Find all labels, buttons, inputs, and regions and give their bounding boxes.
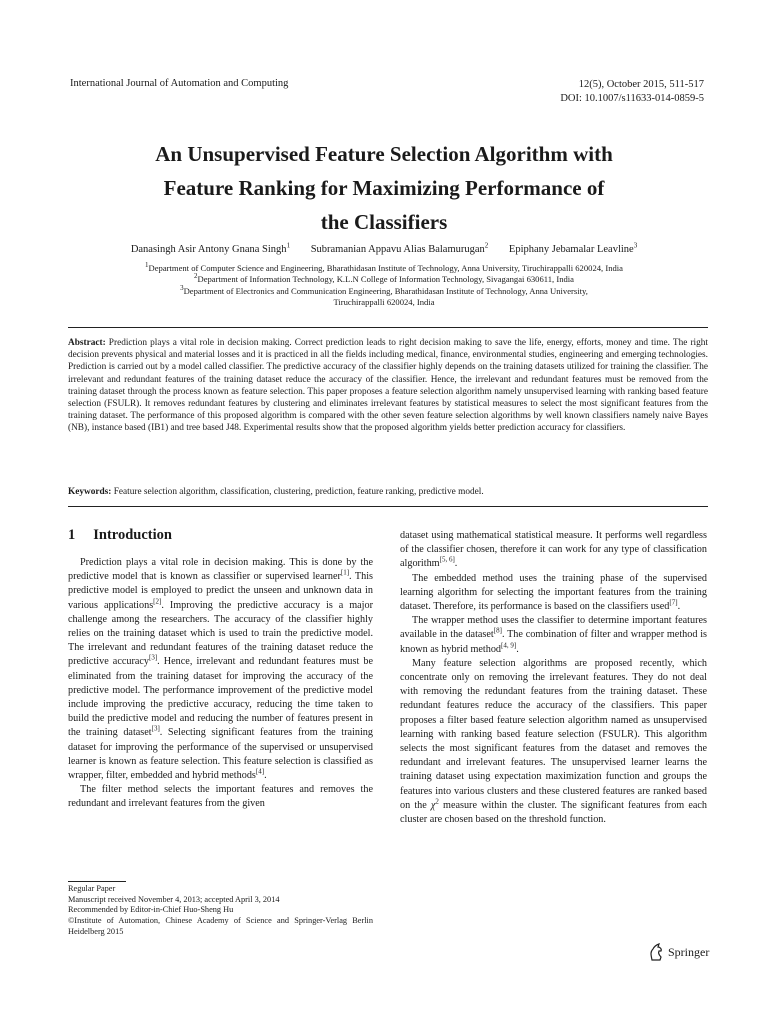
author-2-mark: 2 [484,241,489,250]
citation: [4] [255,767,265,776]
title-line-1: An Unsupervised Feature Selection Algorithm with [155,142,613,166]
affiliation-2 [60,274,708,285]
citation: [8] [493,627,502,636]
footnote-paper-type: Regular Paper [68,884,116,893]
affiliation-2-text: Department of Information Technology, K.L.N College of Information Technology, Sivagangai 630611, India [197,274,574,285]
affiliation-1-mark: 1 [145,261,149,270]
abstract-label: Abstract: [68,338,106,348]
author-3-name: Epiphany Jebamalar Leavline [508,244,634,255]
affiliation-2-mark: 2 [193,272,198,281]
footnote-dates: Manuscript received November 4, 2013; accepted April 3, 2014 [68,894,280,904]
author-1-name: Danasingh Asir Antony Gnana Singh [130,244,287,255]
keywords [68,487,708,497]
issue-volume: 12(5), October 2015, 511-517 [578,79,704,90]
section-number: 1 [68,527,76,543]
citation: [2] [153,597,162,606]
affiliation-3-mark: 3 [180,283,184,292]
section-title: Introduction [93,527,172,543]
citation: [4, 9] [501,641,517,650]
author-3-mark: 3 [633,241,638,250]
affiliation-3-text: Department of Electronics and Communication Engineering, Bharathidasan Institute of Technology, Anna University, [183,285,588,296]
springer-logo [648,943,709,961]
footnote-rule [68,881,126,882]
footnote [68,884,373,938]
issue-info [560,78,704,106]
author-2-name: Subramanian Appavu Alias Balamurugan [310,244,485,255]
intro-paragraph-2: The filter method selects the important features and removes the redundant and irrelevant features from the given [68,784,373,810]
title-line-3: the Classifiers [320,210,448,234]
affiliation-1-text: Department of Computer Science and Engineering, Bharathidasan Institute of Technology, Anna University, Tiruchirappalli 620024, India [148,263,623,273]
abstract-top-rule [68,327,708,328]
journal-name: International Journal of Automation and Computing [70,78,289,89]
abstract [68,337,708,435]
footnote-copyright: ©Institute of Automation, Chinese Academy of Science and Springer-Verlag Berlin Heidelberg 2015 [68,916,373,936]
affiliation-3 [60,283,708,297]
footnote-editor: Recommended by Editor-in-Chief Huo-Sheng Hu [68,905,234,915]
author-1-mark: 1 [286,241,291,250]
title-line-2: Feature Ranking for Maximizing Performance of [163,176,605,200]
affiliation-1 [60,263,708,274]
springer-wordmark: Springer [668,944,710,959]
doi: DOI: 10.1007/s11633-014-0859-5 [560,93,704,104]
chi-symbol: χ [430,799,436,811]
left-column [68,556,373,812]
citation: [3] [149,654,158,663]
intro-paragraph-3: The embedded method uses the training phase of the supervised learning algorithm for selecting the important features from the training dataset. Therefore, its performance is based on the classifiers used[7]. [400,572,707,613]
intro-paragraph-2-cont: dataset using mathematical statistical measure. It performs well regardless of the classifier chosen, therefore it can work for any type of classification algorithm[5, 6]. [400,530,707,570]
paper-title [60,137,708,239]
author-list [40,241,728,255]
citation: [7] [669,598,678,607]
citation: [3] [151,725,160,734]
citation: [1] [340,568,350,577]
chi-exponent: 2 [435,797,439,806]
keywords-text: Feature selection algorithm, classification, clustering, prediction, feature ranking, predictive model. [113,487,484,497]
author-1 [130,241,291,255]
springer-horse-icon [648,943,664,961]
intro-paragraph-1: Prediction plays a vital role in decision making. This is done by the predictive model that is known as classifier or supervised learner[1]. This predictive model is employed to predict the unseen and unknown data in various applications[2]. Improving the predictive accuracy is a major challenge among the researchers. The accuracy of the classifier highly relies on the training dataset which is used to train the predictive model. The irrelevant and redundant features of the training dataset reduce the predictive accuracy[3]. Hence, irrelevant and redundant features must be eliminated from the training dataset for improving the accuracy of the predictive model. The performance improvement of the predictive model include improving the predictive accuracy, reducing the time taken to build the predictive model and reducing the number of features present in the training dataset[3]. Selecting significant features from the training dataset for improving the performance of the supervised or unsupervised learner is known as feature selection. This feature selection is classified as wrapper, filter, embedded and hybrid methods[4]. [68,557,374,782]
affiliation-3-city: Tiruchirappalli 620024, India [333,296,435,307]
affiliations [60,263,708,308]
abstract-bottom-rule [68,506,708,507]
citation: [5, 6] [439,556,455,565]
keywords-label: Keywords: [68,487,112,497]
abstract-text: Prediction plays a vital role in decision making. Correct prediction leads to right decision making to save the life, energy, efforts, money and time. The right decision prevents physical and material losses and it is practiced in all the fields including medical, finance, environmental studies, engineering and emerging technologies. Prediction is carried out by a model called classifier. The predictive accuracy of the classifier highly depends on the training datasets utilized for training the classifier. The irrelevant and redundant features of the training dataset reduce the accuracy of the classifier. Hence, the irrelevant and redundant features must be removed from the training dataset through the process known as feature selection. This paper proposes a feature selection algorithm namely unsupervised learning with ranking based feature selection (FSULR). It removes redundant features by clustering and eliminates irrelevant features by statistical measures to select the most significant features from the training dataset. The performance of this proposed algorithm is compared with the other seven feature selection algorithms by well known classifiers namely naive Bayes (NB), instance based (IB1) and tree based J48. Experimental results show that the proposed algorithm yields better prediction accuracy for classifiers. [68,338,709,434]
right-column [400,529,707,827]
intro-paragraph-5: Many feature selection algorithms are proposed recently, which concentrate only on removing the irrelevant features. They do not deal with removing the redundant features from the training dataset. These redundant features reduce the accuracy of the classifiers. This paper proposes a filter based feature selection algorithm named as unsupervised learning with ranking based feature selection (FSULR). This algorithm selects the most significant features from the dataset and removes the redundant and irrelevant features. The unsupervised learner learns the training dataset using expectation maximization function and groups the features into various clusters and these clustered features are ranked based on the $\chi^2$ measure within the cluster. The significant features from each cluster are chosen based on the threshold function. [400,657,707,826]
section-heading [68,527,172,544]
author-2 [310,241,489,255]
author-3 [508,241,638,255]
intro-paragraph-4: The wrapper method uses the classifier to determine important features available in the dataset[8]. The combination of filter and wrapper method is known as hybrid method[4, 9]. [400,615,708,655]
